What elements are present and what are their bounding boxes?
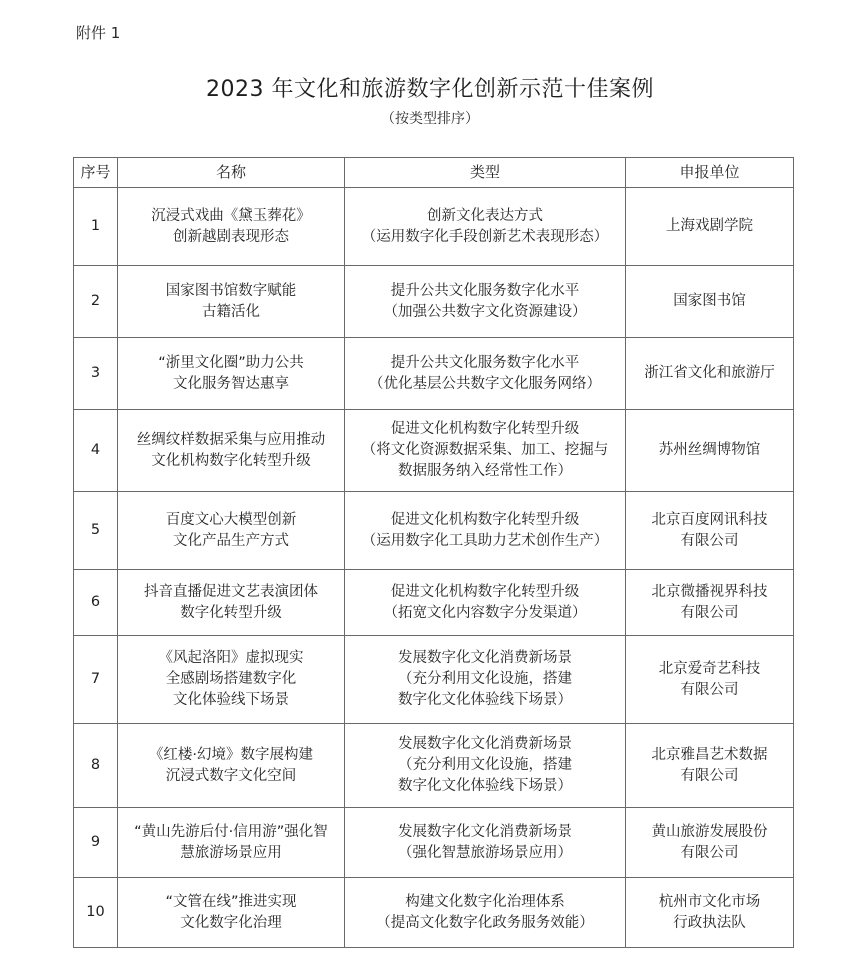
table-body bbox=[74, 188, 794, 948]
cell-type bbox=[345, 188, 626, 266]
table-header-row bbox=[74, 158, 794, 188]
cell-name bbox=[118, 808, 345, 878]
table-row bbox=[74, 878, 794, 948]
cell-type bbox=[345, 636, 626, 724]
cell-type bbox=[345, 878, 626, 948]
cell-type bbox=[345, 410, 626, 492]
document-title: 2023 年文化和旅游数字化创新示范十佳案例 bbox=[206, 77, 654, 102]
cell-type-line: 构建文化数字化治理体系 bbox=[405, 893, 565, 910]
cell-name-line: “黄山先游后付·信用游”强化智 bbox=[134, 823, 328, 840]
cell-type bbox=[345, 808, 626, 878]
cell-name-line: 《风起洛阳》虚拟现实 bbox=[158, 650, 304, 666]
cell-name-line: 慧旅游场景应用 bbox=[180, 844, 282, 861]
cell-type-line: （运用数字化工具助力艺术创作生产） bbox=[361, 532, 609, 549]
cell-type-line: （拓宽文化内容数字分发渠道） bbox=[383, 604, 587, 621]
cell-unit-line: 北京雅昌艺术数据 bbox=[651, 746, 768, 763]
table-row bbox=[74, 492, 794, 570]
cell-name-line: 数字化转型升级 bbox=[180, 604, 282, 621]
cell-type-line: 促进文化机构数字化转型升级 bbox=[390, 511, 580, 528]
cell-number: 6 bbox=[74, 570, 118, 636]
cell-name-line: “浙里文化圈”助力公共 bbox=[158, 354, 304, 371]
cell-type-line: （充分利用文化设施，搭建 bbox=[398, 671, 572, 687]
document-subtitle: （按类型排序） bbox=[381, 111, 479, 127]
cell-name bbox=[118, 724, 345, 808]
cell-name-line: 创新越剧表现形态 bbox=[173, 228, 289, 245]
cell-unit bbox=[626, 492, 794, 570]
cell-number: 4 bbox=[74, 410, 118, 492]
cell-unit-line: 有限公司 bbox=[680, 844, 739, 861]
cell-type-line: 数字化文化体验线下场景） bbox=[398, 778, 572, 794]
cell-unit-line: 有限公司 bbox=[680, 532, 739, 549]
cell-unit bbox=[626, 338, 794, 410]
cell-name-line: 百度文心大模型创新 bbox=[165, 511, 297, 528]
table-row bbox=[74, 338, 794, 410]
cell-type bbox=[345, 492, 626, 570]
cell-name-line: 全感剧场搭建数字化 bbox=[165, 671, 297, 687]
cell-unit bbox=[626, 878, 794, 948]
cell-unit-line: 北京微播视界科技 bbox=[651, 583, 768, 600]
cell-type-line: （优化基层公共数字文化服务网络） bbox=[369, 375, 601, 392]
column-header-name: 名称 bbox=[118, 158, 345, 188]
cell-unit-line: 有限公司 bbox=[680, 681, 739, 698]
cell-type-line: 发展数字化文化消费新场景 bbox=[398, 736, 572, 752]
cell-unit bbox=[626, 724, 794, 808]
column-header-type: 类型 bbox=[345, 158, 626, 188]
cell-name-line: “文管在线”推进实现 bbox=[165, 893, 297, 910]
cell-name-line: 文化产品生产方式 bbox=[173, 532, 289, 549]
cell-number: 8 bbox=[74, 724, 118, 808]
cell-unit-line: 行政执法队 bbox=[673, 914, 746, 931]
table-row bbox=[74, 636, 794, 724]
cell-name-line: 国家图书馆数字赋能 bbox=[165, 282, 297, 299]
cell-type-line: 提升公共文化服务数字化水平 bbox=[390, 282, 580, 299]
cell-unit-line: 浙江省文化和旅游厅 bbox=[644, 365, 775, 381]
cell-unit-line: 有限公司 bbox=[680, 604, 739, 621]
cell-type-line: （运用数字化手段创新艺术表现形态） bbox=[361, 228, 609, 245]
cell-name bbox=[118, 410, 345, 492]
table-row bbox=[74, 410, 794, 492]
cell-unit-line: 北京爱奇艺科技 bbox=[658, 660, 761, 677]
cell-type-line: 促进文化机构数字化转型升级 bbox=[390, 421, 580, 437]
cell-unit bbox=[626, 266, 794, 338]
cell-type bbox=[345, 338, 626, 410]
cell-name bbox=[118, 636, 345, 724]
column-header-unit: 申报单位 bbox=[626, 158, 794, 188]
cell-unit-line: 黄山旅游发展股份 bbox=[651, 823, 768, 840]
table-row bbox=[74, 570, 794, 636]
cell-number: 9 bbox=[74, 808, 118, 878]
cell-number: 10 bbox=[74, 878, 118, 948]
cell-unit bbox=[626, 188, 794, 266]
cell-name bbox=[118, 266, 345, 338]
cell-name-line: 文化服务智达惠享 bbox=[173, 375, 289, 392]
column-header-number: 序号 bbox=[74, 158, 118, 188]
cell-name-line: 文化数字化治理 bbox=[180, 914, 282, 931]
cell-unit bbox=[626, 410, 794, 492]
table-row bbox=[74, 188, 794, 266]
cases-table bbox=[73, 157, 794, 948]
cell-name bbox=[118, 492, 345, 570]
table-row bbox=[74, 724, 794, 808]
cell-name bbox=[118, 570, 345, 636]
cell-type-line: 数据服务纳入经常性工作） bbox=[398, 463, 572, 479]
cell-name-line: 文化体验线下场景 bbox=[173, 692, 289, 708]
cell-number: 2 bbox=[74, 266, 118, 338]
cell-unit bbox=[626, 636, 794, 724]
cell-name-line: 古籍活化 bbox=[202, 303, 260, 320]
cell-type bbox=[345, 570, 626, 636]
cell-type-line: 提升公共文化服务数字化水平 bbox=[390, 354, 580, 371]
cell-unit-line: 国家图书馆 bbox=[673, 293, 746, 309]
cell-type-line: （强化智慧旅游场景应用） bbox=[398, 844, 572, 861]
cell-number: 5 bbox=[74, 492, 118, 570]
cell-type bbox=[345, 724, 626, 808]
cell-unit-line: 有限公司 bbox=[680, 767, 739, 784]
cell-number: 1 bbox=[74, 188, 118, 266]
cell-name bbox=[118, 878, 345, 948]
cell-type-line: （提高文化数字化政务服务效能） bbox=[376, 914, 594, 931]
cell-unit bbox=[626, 808, 794, 878]
cell-type-line: 创新文化表达方式 bbox=[427, 207, 543, 224]
cell-type-line: 发展数字化文化消费新场景 bbox=[398, 823, 572, 840]
cell-name bbox=[118, 188, 345, 266]
cell-unit-line: 杭州市文化市场 bbox=[658, 893, 761, 910]
cell-unit bbox=[626, 570, 794, 636]
cell-type-line: 数字化文化体验线下场景） bbox=[398, 692, 572, 708]
cell-name bbox=[118, 338, 345, 410]
cell-name-line: 丝绸纹样数据采集与应用推动 bbox=[136, 431, 326, 448]
cell-name-line: 沉浸式戏曲《黛玉葬花》 bbox=[151, 207, 311, 224]
cell-type-line: （将文化资源数据采集、加工、挖掘与 bbox=[361, 442, 609, 458]
table-row bbox=[74, 808, 794, 878]
cell-type-line: 发展数字化文化消费新场景 bbox=[398, 650, 572, 666]
cell-unit-line: 上海戏剧学院 bbox=[666, 218, 753, 234]
cell-name-line: 沉浸式数字文化空间 bbox=[165, 767, 297, 784]
cell-type bbox=[345, 266, 626, 338]
cell-type-line: （加强公共数字文化资源建设） bbox=[383, 303, 587, 320]
cell-type-line: （充分利用文化设施，搭建 bbox=[398, 757, 572, 773]
cell-unit-line: 北京百度网讯科技 bbox=[651, 511, 768, 528]
cell-unit-line: 苏州丝绸博物馆 bbox=[658, 442, 761, 458]
cell-type-line: 促进文化机构数字化转型升级 bbox=[390, 583, 580, 600]
cell-name-line: 《红楼·幻境》数字展构建 bbox=[148, 746, 314, 763]
cell-number: 7 bbox=[74, 636, 118, 724]
attachment-label: 附件 1 bbox=[76, 24, 121, 42]
cell-name-line: 抖音直播促进文艺表演团体 bbox=[144, 583, 318, 600]
cell-name-line: 文化机构数字化转型升级 bbox=[151, 452, 311, 469]
cell-number: 3 bbox=[74, 338, 118, 410]
table-row bbox=[74, 266, 794, 338]
